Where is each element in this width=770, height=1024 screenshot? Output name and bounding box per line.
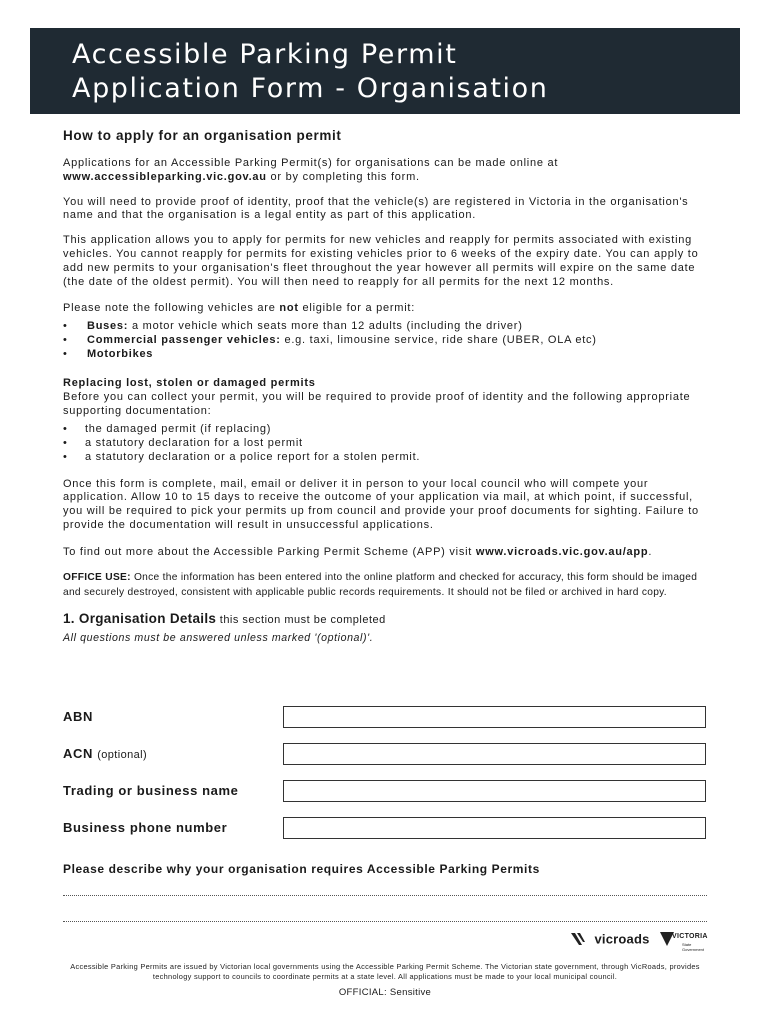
replacing-list (63, 422, 711, 464)
ineligible-intro (63, 302, 711, 316)
victoria-sub-1: State (682, 942, 692, 947)
describe-answer-line-1[interactable] (63, 895, 707, 896)
acn-row (63, 743, 708, 767)
find-out-text: To find out more about the Accessible Parking Permit Scheme (APP) visit (63, 545, 476, 558)
not-emphasis: not (279, 302, 299, 315)
trading-name-input[interactable] (283, 780, 706, 802)
section-1-subtitle: this section must be completed (216, 613, 386, 626)
instructions (63, 128, 711, 644)
list-item: • a statutory declaration or a police report for a stolen permit. (63, 450, 711, 464)
abn-row (63, 706, 708, 730)
acn-label: ACN (optional) (63, 746, 148, 761)
page-title-line-1: Accessible Parking Permit (72, 39, 458, 70)
phone-input[interactable] (283, 817, 706, 839)
accessibleparking-link[interactable]: www.accessibleparking.vic.gov.au (63, 170, 267, 183)
replacing-heading: Replacing lost, stolen or damaged permits (63, 377, 316, 390)
intro-paragraph-2: You will need to provide proof of identity, proof that the vehicle(s) are registered in Victoria in the organisation's name and that the organisation is a legal entity as part of this application. (63, 195, 689, 222)
section-1-note: All questions must be answered unless marked '(optional)'. (63, 631, 374, 644)
once-paragraph: Once this form is complete, mail, email or deliver it in person to your local council who will compete your application. Allow 10 to 15 days to receive the outcome of your application via mail, at which point, if successful, you will be required to pick your permits up from council and provide your proof documents for sighting. Failure to provide the documentation will result in unsuccessful applications. (63, 477, 699, 531)
vicroads-logo (570, 930, 650, 948)
trading-name-label: Trading or business name (63, 783, 239, 798)
classification-label: OFFICIAL: Sensitive (338, 987, 432, 998)
page-title-line-2: Application Form - Organisation (72, 73, 549, 104)
victoria-sub-2: Government (682, 947, 705, 952)
section-1-title: 1. Organisation Details this section must be completed (63, 610, 386, 626)
describe-question: Please describe why your organisation requires Accessible Parking Permits (63, 862, 540, 876)
abn-input[interactable] (283, 706, 706, 728)
vicroads-mark-icon (570, 930, 590, 948)
how-to-apply-heading: How to apply for an organisation permit (63, 128, 342, 143)
office-use-note (63, 570, 711, 600)
list-item: • Motorbikes (63, 347, 711, 361)
list-item: • Commercial passenger vehicles: e.g. taxi, limousine service, ride share (UBER, OLA etc) (63, 333, 711, 347)
list-item: • Buses: a motor vehicle which seats more than 12 adults (including the driver) (63, 319, 711, 333)
ineligible-text-end: eligible for a permit: (298, 302, 416, 315)
replacing-paragraph (63, 377, 711, 418)
vicroads-wordmark: vicroads (594, 931, 650, 947)
intro-text: Applications for an Accessible Parking Permit(s) for organisations can be made online at (63, 157, 559, 169)
office-use-label: OFFICE USE: (63, 571, 131, 583)
find-out-paragraph: To find out more about the Accessible Parking Permit Scheme (APP) visit www.vicroads.vic.gov.au/app. (63, 545, 653, 558)
trading-name-row (63, 780, 708, 804)
abn-label: ABN (63, 709, 93, 724)
phone-label: Business phone number (63, 820, 228, 835)
vicroads-app-link[interactable]: www.vicroads.vic.gov.au/app (475, 545, 649, 558)
victoria-wordmark: VICTORIA (672, 933, 708, 940)
intro-paragraph-1 (63, 157, 711, 185)
footer-disclaimer: Accessible Parking Permits are issued by Victorian local governments using the Accessible Parking Permit Scheme. The Victorian state government, through VicRoads, provides technology support to councils to coordinate permits at a state level. All applications must be made to your local municipal council. (70, 962, 700, 981)
acn-input[interactable] (283, 743, 706, 765)
phone-row (63, 817, 708, 841)
list-item: • a statutory declaration for a lost permit (63, 436, 711, 450)
ineligible-text: Please note the following vehicles are (63, 302, 280, 315)
office-use-text: Once the information has been entered into the online platform and checked for accuracy, this form should be imaged and securely destroyed, consistent with applicable public records requirements. It should not be filed or archived in hard copy. (63, 571, 698, 598)
ineligible-list (63, 319, 711, 361)
describe-answer-line-2[interactable] (63, 921, 707, 922)
list-item: • the damaged permit (if replacing) (63, 422, 711, 436)
replacing-text: Before you can collect your permit, you will be required to provide proof of identity and the following appropriate supporting documentation: (63, 390, 691, 417)
intro-text-end: or by completing this form. (266, 170, 420, 183)
title-banner (30, 28, 740, 114)
intro-paragraph-3: This application allows you to apply for permits for new vehicles and reapply for permits associated with existing vehicles. You cannot reapply for permits for existing vehicles prior to 6 weeks of the expiry date. You can apply to add new permits to your organisation's fleet throughout the year however all permits will expire on the same date (the date of the oldest permit). You will then need to reapply for all permits for the next 12 months. (63, 234, 699, 288)
